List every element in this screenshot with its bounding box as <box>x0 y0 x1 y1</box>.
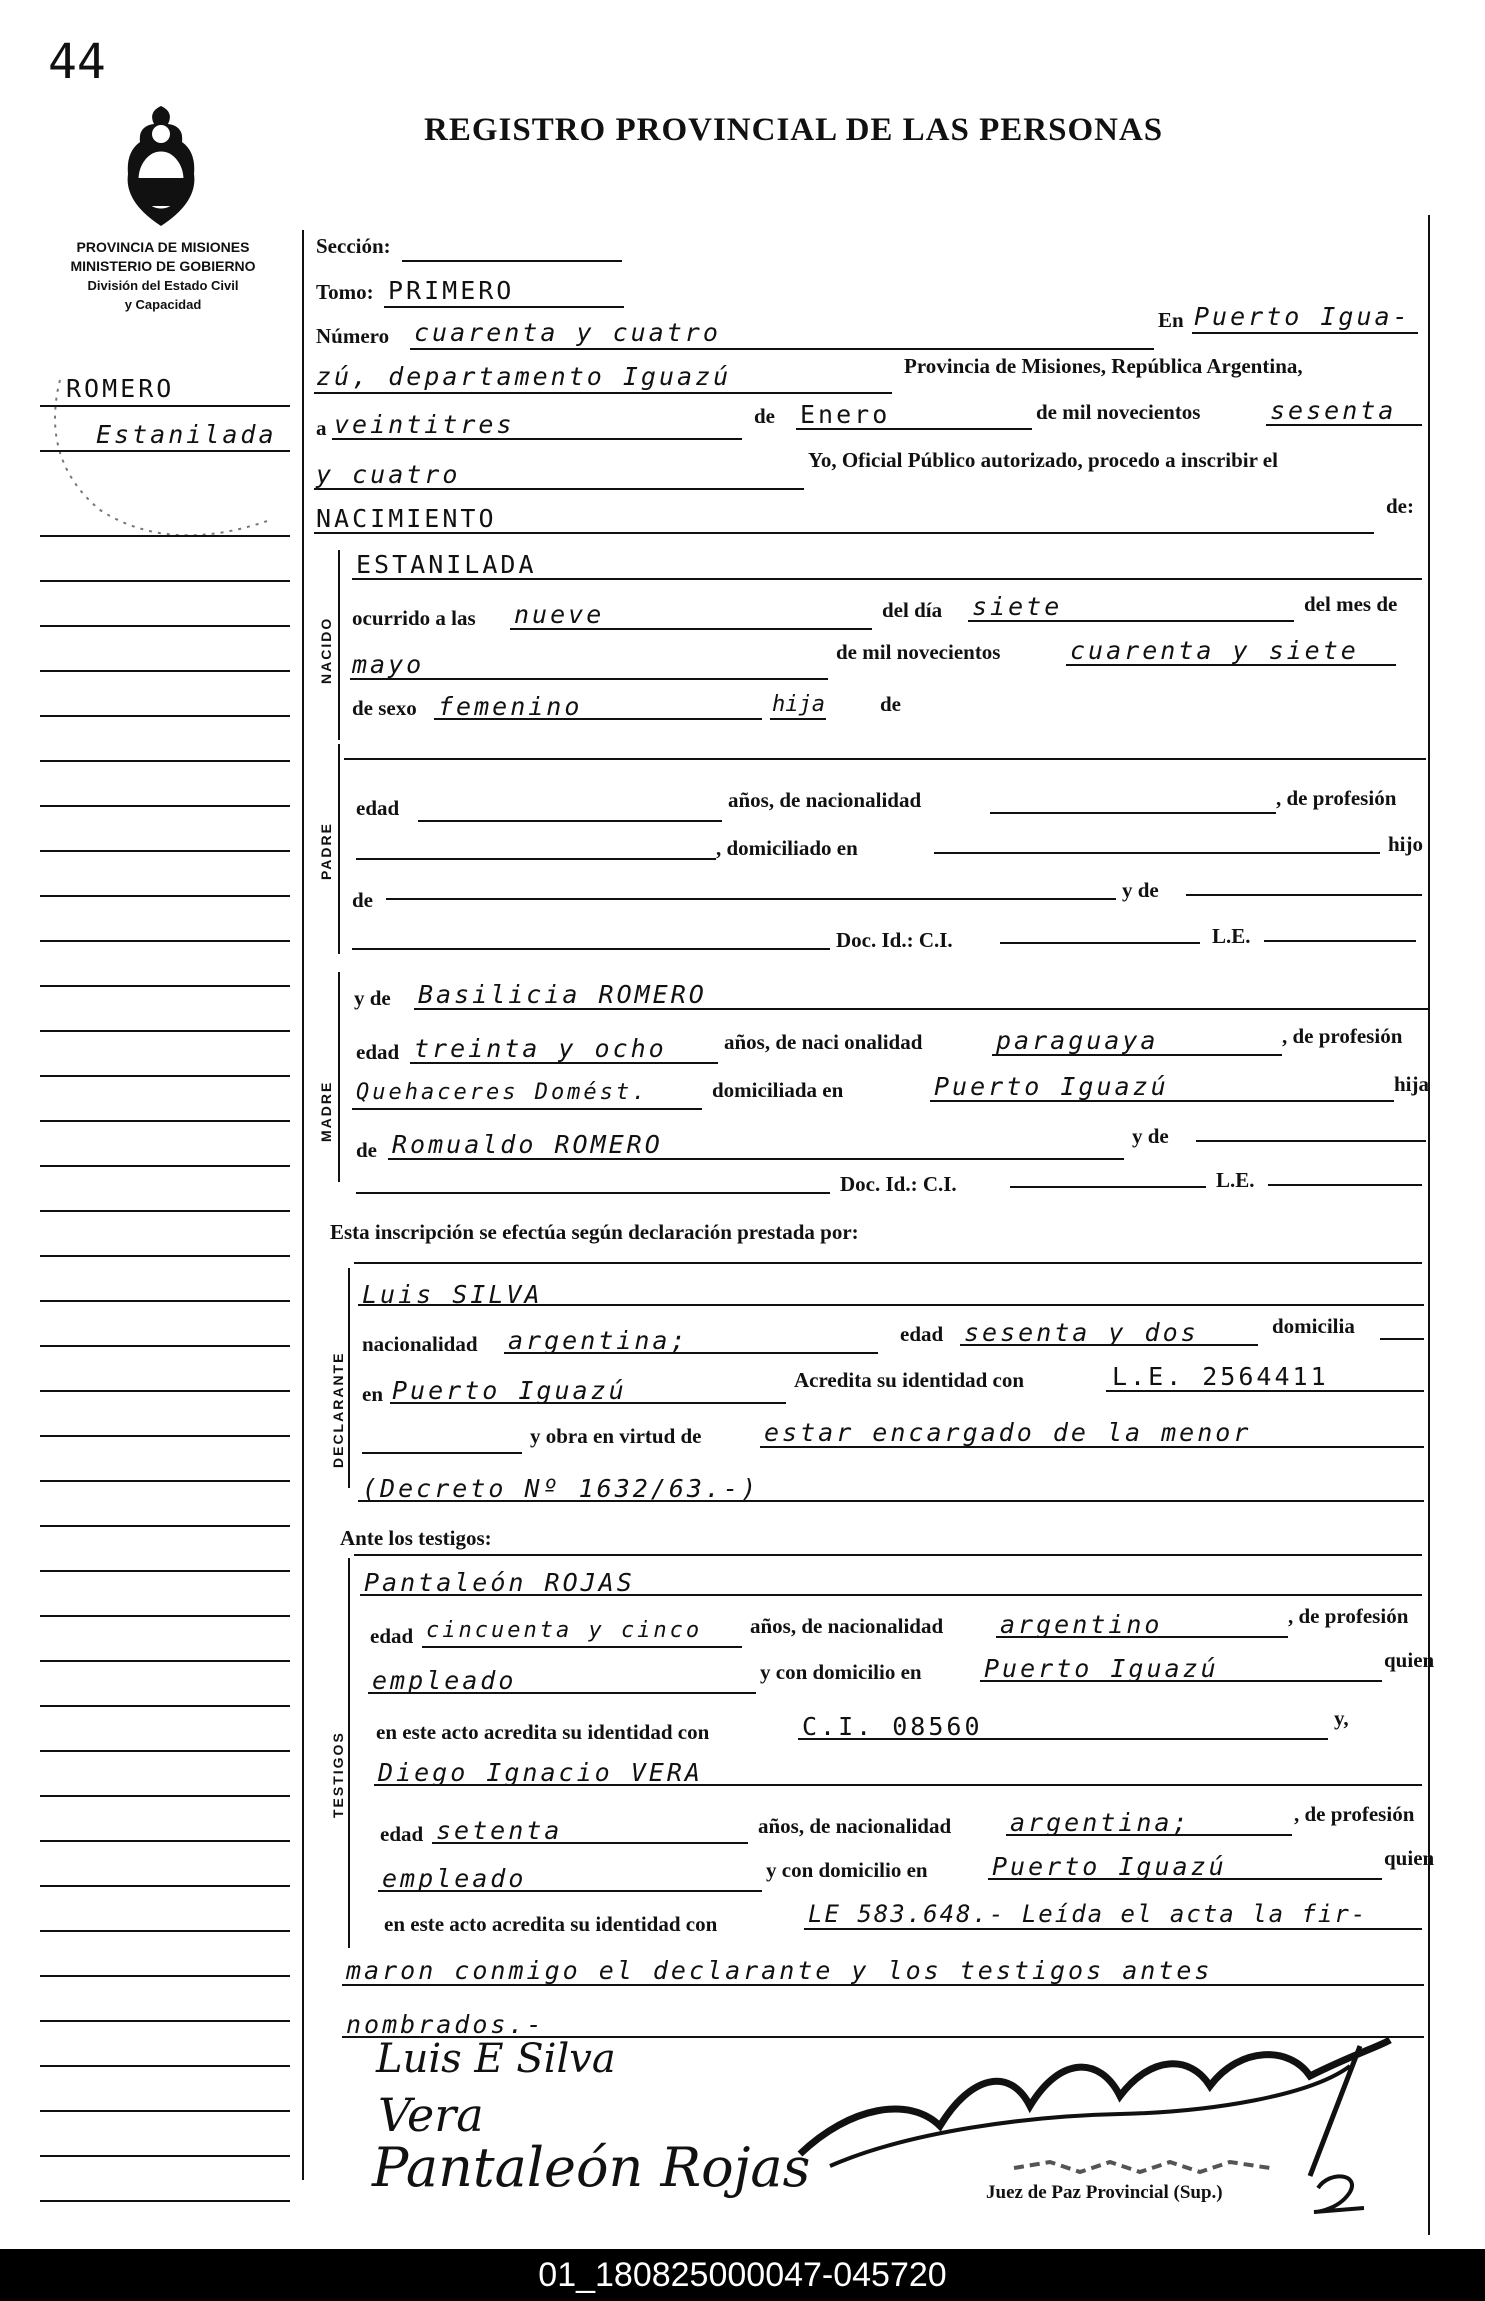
testigo1-name-line <box>360 1594 1422 1596</box>
testigo2-name-line <box>374 1784 1422 1786</box>
margin-rule <box>40 535 290 537</box>
year-value-2: y cuatro <box>316 460 461 489</box>
hijo-value: hija <box>772 692 825 717</box>
testigo1-dom-value: Puerto Iguazú <box>984 1654 1219 1683</box>
madre-hija-label: hija <box>1394 1072 1430 1096</box>
margin-rule <box>40 1840 290 1842</box>
closing-line-1: maron conmigo el declarante y los testigos antes <box>346 1956 1213 1985</box>
padre-hijo-label: hijo <box>1388 832 1424 856</box>
declarante-en-value: Puerto Iguazú <box>392 1376 627 1405</box>
margin-rule <box>40 670 290 672</box>
declarante-nac-line <box>504 1352 878 1354</box>
padre-dom-label: , domiciliado en <box>716 836 858 860</box>
madre-nac-line <box>992 1054 1282 1056</box>
stamp-scribble <box>1010 2150 1280 2184</box>
margin-rule <box>40 1300 290 1302</box>
madre-yde-label: y de <box>354 986 391 1010</box>
testigo1-edad-label: edad <box>370 1624 414 1648</box>
numero-label: Número <box>316 324 390 348</box>
testigo1-dom-line <box>980 1680 1382 1682</box>
padre-bracket <box>338 744 340 954</box>
sexo-value: femenino <box>438 692 583 721</box>
nacido-month-value: mayo <box>352 650 425 679</box>
en-label: En <box>1158 308 1184 332</box>
margin-rule <box>40 1165 290 1167</box>
madre-name-value: Basilicia ROMERO <box>418 980 707 1009</box>
madre-dom-label: domiciliada en <box>712 1078 844 1102</box>
testigo2-acredita-line <box>804 1928 1422 1930</box>
sexo-label: de sexo <box>352 696 417 720</box>
margin-rule <box>40 2110 290 2112</box>
closing-rule-1 <box>342 1984 1424 1986</box>
margin-stamp <box>40 370 300 550</box>
acredita-label: Acredita su identidad con <box>794 1368 1025 1392</box>
padre-ci-line <box>1000 942 1200 944</box>
padre-nac-label: años, de nacionalidad <box>728 788 922 812</box>
testigo2-name-value: Diego Ignacio VERA <box>378 1758 703 1787</box>
declarante-bracket <box>348 1268 350 1488</box>
madre-dom-value: Puerto Iguazú <box>934 1072 1169 1101</box>
testigo2-nac-line <box>1006 1834 1292 1836</box>
margin-rule <box>40 1525 290 1527</box>
testigo2-edad-value: setenta <box>436 1816 563 1845</box>
declarante-name-line <box>358 1304 1424 1306</box>
mes-label: del mes de <box>1304 592 1398 616</box>
nacido-year-line <box>1066 664 1396 666</box>
margin-rule <box>40 940 290 942</box>
declarante-en-line <box>390 1402 786 1404</box>
de-label: de <box>754 404 775 428</box>
a-label: a <box>316 416 327 440</box>
margin-rule <box>40 1705 290 1707</box>
padre-name-line <box>344 758 1426 760</box>
signature-testigo2: Vera <box>378 2088 484 2142</box>
padre-dom-line <box>934 852 1380 854</box>
oficial-label: Yo, Oficial Público autorizado, procedo a inscribir el <box>808 448 1278 472</box>
margin-rule <box>40 760 290 762</box>
numero-line <box>410 348 1154 350</box>
dia-label: del día <box>882 598 943 622</box>
madre-ci-line <box>1010 1186 1206 1188</box>
provincia-label: Provincia de Misiones, República Argentina, <box>904 354 1303 378</box>
madre-nac-value: paraguaya <box>996 1026 1159 1055</box>
margin-rule <box>40 1975 290 1977</box>
declarante-dom-line <box>1380 1338 1424 1340</box>
padre-le-label: L.E. <box>1212 924 1251 948</box>
margin-rule <box>40 1885 290 1887</box>
section-padre: PADRE <box>318 822 334 880</box>
margin-rule <box>40 1615 290 1617</box>
hour-line <box>510 628 872 630</box>
margin-rule <box>40 2200 290 2202</box>
margin-rule <box>40 405 290 407</box>
margin-rule <box>40 1390 290 1392</box>
margin-rule <box>40 1660 290 1662</box>
month-line <box>796 428 1032 430</box>
padre-doc-label: Doc. Id.: C.I. <box>836 928 953 952</box>
testigo1-y-label: y, <box>1334 1706 1349 1730</box>
testigos-label: Ante los testigos: <box>340 1526 492 1550</box>
year-label: de mil novecientos <box>1036 400 1201 424</box>
padre-prof-label: , de profesión <box>1276 786 1397 810</box>
testigo1-acredita-label: en este acto acredita su identidad con <box>376 1720 710 1744</box>
testigo2-prof-value: empleado <box>382 1864 527 1893</box>
page-number: 44 <box>48 34 106 90</box>
margin-rule <box>40 2020 290 2022</box>
declarante-edad-label: edad <box>900 1322 944 1346</box>
declaracion-label: Esta inscripción se efectúa según declaración prestada por: <box>330 1220 859 1244</box>
madre-prof-label: , de profesión <box>1282 1024 1403 1048</box>
tomo-value: PRIMERO <box>388 276 515 305</box>
margin-rule <box>40 1750 290 1752</box>
margin-rule <box>40 1570 290 1572</box>
margin-rule <box>40 850 290 852</box>
testigo2-nac-value: argentina; <box>1010 1808 1191 1837</box>
nacido-day-value: siete <box>972 592 1063 621</box>
testigo1-name-value: Pantaleón ROJAS <box>364 1568 635 1597</box>
madre-name-line <box>414 1008 1428 1010</box>
margin-rule <box>40 1120 290 1122</box>
madre-edad-label: edad <box>356 1040 400 1064</box>
section-declarante: DECLARANTE <box>330 1351 346 1468</box>
madre-nac-label: años, de naci onalidad <box>724 1030 923 1054</box>
numero-value: cuarenta y cuatro <box>414 318 721 347</box>
ministry-line-2: MINISTERIO DE GOBIERNO <box>70 258 256 274</box>
margin-rule <box>40 1795 290 1797</box>
padre-le-line <box>1264 940 1416 942</box>
decreto-line <box>358 1500 1424 1502</box>
testigo2-edad-line <box>432 1842 748 1844</box>
de-end-label: de: <box>1386 494 1414 518</box>
file-id-bar: 01_180825000047-045720 <box>0 2249 1485 2301</box>
padre-doc-line <box>352 948 830 950</box>
virtud-line <box>760 1446 1424 1448</box>
coat-of-arms-icon <box>118 102 204 232</box>
margin-rule <box>40 1345 290 1347</box>
madre-bracket <box>338 972 340 1182</box>
seccion-label: Sección: <box>316 234 391 258</box>
testigo1-prof-line <box>368 1692 756 1694</box>
margin-rule <box>40 2065 290 2067</box>
ministry-line-1: PROVINCIA DE MISIONES <box>76 239 250 255</box>
signature-testigo1: Pantaleón Rojas <box>372 2136 811 2199</box>
madre-le-line <box>1268 1184 1422 1186</box>
ministry-block <box>28 238 298 314</box>
ocurrido-label: ocurrido a las <box>352 606 476 630</box>
padre-de-line <box>386 898 1116 900</box>
margin-rule <box>40 1210 290 1212</box>
testigo1-edad-value: cincuenta y cinco <box>426 1618 703 1643</box>
margin-rule <box>40 1435 290 1437</box>
madre-dom-line <box>930 1100 1394 1102</box>
testigo1-quien-label: quien <box>1384 1648 1435 1672</box>
declarante-name-value: Luis SILVA <box>362 1280 543 1309</box>
madre-father-line <box>388 1158 1124 1160</box>
madre-le-label: L.E. <box>1216 1168 1255 1192</box>
madre-doc-label: Doc. Id.: C.I. <box>840 1172 957 1196</box>
declarante-top-line <box>354 1262 1422 1264</box>
testigo1-edad-line <box>422 1646 742 1648</box>
testigo1-nac-label: años, de nacionalidad <box>750 1614 944 1638</box>
year-line-1 <box>1266 424 1422 426</box>
madre-prof-line <box>352 1108 702 1110</box>
year-value-1: sesenta <box>1270 396 1397 425</box>
virtud-value: estar encargado de la menor <box>764 1418 1252 1447</box>
tomo-line <box>384 306 624 308</box>
testigo2-prof-line <box>378 1890 762 1892</box>
madre-yde2-label: y de <box>1132 1124 1169 1148</box>
nacido-month-line <box>350 678 828 680</box>
nacido-year-label: de mil novecientos <box>836 640 1001 664</box>
tomo-label: Tomo: <box>316 280 374 304</box>
madre-father-value: Romualdo ROMERO <box>392 1130 663 1159</box>
testigo2-dom-value: Puerto Iguazú <box>992 1852 1227 1881</box>
frame-right-border <box>1428 215 1430 2235</box>
nacido-name-value: ESTANILADA <box>356 550 537 579</box>
testigo2-prof-label: , de profesión <box>1294 1802 1415 1826</box>
nacido-year-value: cuarenta y siete <box>1070 636 1359 665</box>
testigo1-acredita-value: C.I. 08560 <box>802 1712 983 1741</box>
nacido-bracket <box>338 550 340 740</box>
month-value: Enero <box>800 400 891 429</box>
closing-line-2: nombrados.- <box>346 2010 545 2039</box>
madre-doc-line <box>356 1192 830 1194</box>
padre-nac-line <box>990 812 1276 814</box>
margin-rule <box>40 580 290 582</box>
declarante-nac-label: nacionalidad <box>362 1332 478 1356</box>
initial-mark <box>1310 2168 1370 2218</box>
virtud-pre-line <box>362 1452 522 1454</box>
testigo1-prof-label: , de profesión <box>1288 1604 1409 1628</box>
testigo2-nac-label: años, de nacionalidad <box>758 1814 952 1838</box>
margin-rule <box>40 1255 290 1257</box>
section-nacido: NACIDO <box>318 616 334 684</box>
testigo2-acredita-value: LE 583.648.- Leída el acta la fir- <box>808 1900 1368 1928</box>
en-line <box>1192 332 1418 334</box>
declarante-dom-label: domicilia <box>1272 1314 1355 1338</box>
year-line-2 <box>314 488 804 490</box>
en-value: Puerto Igua- <box>1194 302 1411 331</box>
padre-de-label: de <box>352 888 373 912</box>
testigo1-nac-value: argentino <box>1000 1610 1163 1639</box>
margin-rule <box>40 715 290 717</box>
margin-surname: ROMERO <box>66 374 175 403</box>
margin-rule <box>40 1930 290 1932</box>
testigos-bracket <box>348 1558 350 1948</box>
virtud-label: y obra en virtud de <box>530 1424 702 1448</box>
seccion-line <box>402 260 622 262</box>
place-line <box>314 392 892 394</box>
nacido-de-label: de <box>880 692 901 716</box>
sexo-line <box>434 718 762 720</box>
declarante-edad-line <box>960 1344 1258 1346</box>
margin-rule <box>40 2155 290 2157</box>
testigo1-prof-value: empleado <box>372 1666 517 1695</box>
testigo2-dom-line <box>988 1878 1382 1880</box>
document-title: REGISTRO PROVINCIAL DE LAS PERSONAS <box>424 112 1164 148</box>
testigo2-edad-label: edad <box>380 1822 424 1846</box>
act-value: NACIMIENTO <box>316 504 497 533</box>
padre-yde-line <box>1186 894 1422 896</box>
decreto-value: (Decreto Nº 1632/63.-) <box>362 1474 760 1503</box>
declarante-edad-value: sesenta y dos <box>964 1318 1199 1347</box>
madre-edad-value: treinta y ocho <box>414 1034 667 1063</box>
madre-de-label: de <box>356 1138 377 1162</box>
day-value: veintitres <box>334 410 515 439</box>
ministry-line-4: y Capacidad <box>124 297 202 312</box>
madre-edad-line <box>410 1062 718 1064</box>
day-line <box>332 438 742 440</box>
margin-rule <box>40 1480 290 1482</box>
signature-declarante: Luis E Silva <box>376 2036 616 2082</box>
testigo2-quien-label: quien <box>1384 1846 1435 1870</box>
section-testigos: TESTIGOS <box>330 1731 346 1818</box>
act-line <box>314 532 1374 534</box>
section-madre: MADRE <box>318 1080 334 1142</box>
padre-yde-label: y de <box>1122 878 1159 902</box>
acredita-value: L.E. 2564411 <box>1112 1362 1329 1391</box>
hour-value: nueve <box>514 600 605 629</box>
margin-rule <box>40 1075 290 1077</box>
margin-given-name: Estanilada <box>96 420 277 449</box>
declarante-en-label: en <box>362 1382 383 1406</box>
padre-edad-line <box>418 820 722 822</box>
nacido-name-line <box>352 578 1422 580</box>
juez-label: Juez de Paz Provincial (Sup.) <box>986 2182 1223 2203</box>
margin-rule <box>40 805 290 807</box>
acredita-line <box>1106 1390 1424 1392</box>
padre-edad-label: edad <box>356 796 400 820</box>
testigo1-acredita-line <box>798 1738 1328 1740</box>
testigos-top-line <box>354 1554 1422 1556</box>
padre-prof-line <box>356 858 716 860</box>
margin-rule <box>40 1030 290 1032</box>
madre-prof-value: Quehaceres Domést. <box>356 1080 649 1105</box>
testigo2-dom-label: y con domicilio en <box>766 1858 928 1882</box>
testigo1-nac-line <box>996 1636 1288 1638</box>
ministry-line-3: División del Estado Civil <box>87 278 239 293</box>
margin-rule <box>40 450 290 452</box>
testigo1-dom-label: y con domicilio en <box>760 1660 922 1684</box>
hijo-line <box>770 718 826 720</box>
margin-rule <box>40 625 290 627</box>
testigo2-acredita-label: en este acto acredita su identidad con <box>384 1912 718 1936</box>
place-value: zú, departamento Iguazú <box>316 362 732 391</box>
nacido-day-line <box>968 620 1294 622</box>
frame-left-border <box>302 230 304 2180</box>
margin-rule <box>40 895 290 897</box>
madre-yde2-line <box>1196 1140 1426 1142</box>
declarante-nac-value: argentina; <box>508 1326 689 1355</box>
margin-rule <box>40 985 290 987</box>
